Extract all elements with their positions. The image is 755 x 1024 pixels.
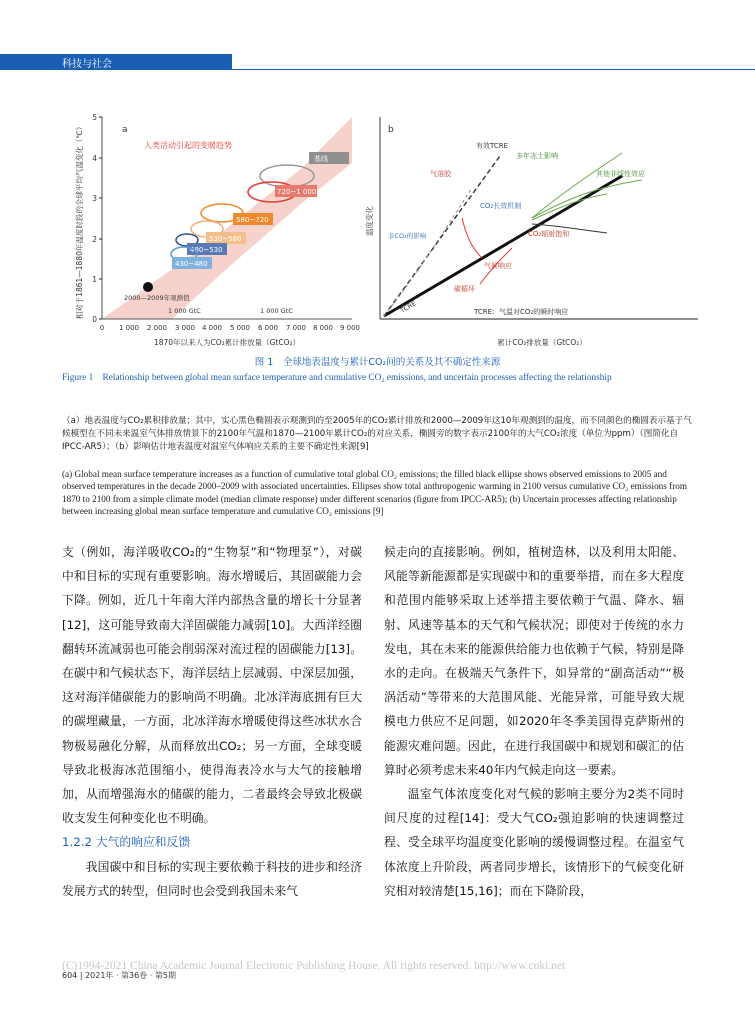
xtick-9: 9 000 (339, 324, 361, 332)
figure-description-cn: （a）地表温度与CO₂累积排放量；其中，实心黑色椭圆表示观测到的至2005年的CO₂累计排放和2000—2009年这10年观测到的温度，而不同颜色的椭圆表示基于气候模型在不同未来温室气体排放情景下的2100年气温和1870—2100年累计CO₂的对应关系，椭圆旁的数字表示2100年的大气CO₂浓度（单位为ppm）（图简化自IPCC-AR5）；（b）影响估计地表温度对温室气体响应关系的主要不确定性来源[9] (62, 416, 692, 452)
ytick-1: 1 (92, 275, 97, 284)
ellipse-observed (143, 282, 153, 292)
right-column (384, 540, 684, 903)
label-baseline: 基线 (314, 155, 328, 163)
gtc-label-1: 1 000 GtC (168, 307, 201, 315)
ytick-4: 4 (92, 154, 97, 163)
watermark: (C)1994-2021 China Academic Journal Electronic Publishing House. All rights reserved. http://www.cnki.net (62, 960, 566, 972)
label-580-720: 580~720 (236, 216, 269, 224)
tcre-line (384, 176, 622, 316)
label-aerosol: 气溶胶 (430, 170, 451, 178)
y-ticks (92, 113, 102, 324)
panel-b-xlabel: 累计CO₂排放量（GtCO₂） (497, 338, 587, 347)
obs-label: 2000—2009年观测值 (124, 294, 190, 302)
label-nonlinear: 其他非线性效应 (596, 170, 645, 178)
panel-b-letter: b (388, 125, 394, 135)
ytick-2: 2 (92, 235, 97, 244)
label-climate-response: 气候响应 (484, 262, 512, 270)
label-tcre: TCRE (399, 299, 418, 315)
panel-b (364, 117, 698, 347)
label-co2-saturation: CO₂辐射饱和 (528, 230, 570, 238)
header-rule (232, 69, 755, 70)
left-paragraph-1: 支（例如，海洋吸收CO₂的“生物泵”和“物理泵”），对碳中和目标的实现有重要影响。海水增暖后，其固碳能力会下降。例如，近几十年南大洋内部热含量的增长十分显著[12]，这可能导致南大洋固碳能力减弱[10]。大西洋经圈翻转环流减弱也可能会削弱深对流过程的固碳能力[13]。在碳中和气候状态下，海洋层结上层减弱、中深层加强，这对海洋储碳能力的影响尚不明确。北冰洋海底拥有巨大的碳埋藏量，一方面，北冰洋海水增暖使得这些冰状水合物极易融化分解，从而释放出CO₂；另一方面，全球变暖导致北极海冰范围缩小，使得海表冷水与大气的接触增加，从而增强海水的储碳的能力，二者最终会导致北极碳收支发生何种变化也不明确。 (62, 545, 362, 826)
label-530-580: 530~580 (209, 235, 242, 243)
panel-a (74, 113, 360, 347)
xtick-2: 2 000 (146, 324, 168, 332)
panel-a-letter: a (122, 125, 128, 135)
footer: 604 | 2021年 · 第36卷 · 第5期 (62, 971, 176, 980)
left-column (62, 540, 362, 903)
gtc-label-2: 1 000 GtC (260, 307, 293, 315)
label-480-530: 480~530 (190, 246, 223, 254)
aerosol-curve (384, 188, 472, 316)
figure-description-en: (a) Global mean surface temperature increases as a function of cumulative total global CO₂ emissions; the filled black ellipse shows observed emissions to 2005 and observed temperatures in the decade 2000–2009 with associated uncertainties. Ellipses show total anthropogenic warming in 2100 versus cumulative CO₂ emissions from 1870 to 2100 from a simple climate model (median climate response) under different scenarios (figure from IPCC-AR5); (b) Uncertain processes affecting relationship between increasing global mean surface temperature and cumulative CO₂ emissions [9] (62, 469, 688, 516)
xtick-4: 4 000 (201, 324, 223, 332)
xtick-5: 5 000 (229, 324, 251, 332)
header-band (0, 54, 232, 70)
header-bar (0, 54, 755, 70)
right-paragraph-1: 候走向的直接影响。例如，植树造林，以及利用太阳能、风能等新能源都是实现碳中和的重要举措，而在多大程度和范围内能够采取上述举措主要依赖于气温、降水、辐射、风速等基本的天气和气候状况；即使对于传统的水力发电，其在未来的能源供给能力也依赖于气候，特别是降水的走向。在极端天气条件下，如异常的“副高活动”“极涡活动”等带来的大范围风能、光能异常，可能导致大规模电力供应不足问题，如2020年冬季美国得克萨斯州的能源灾难问题。因此，在进行我国碳中和规划和碳汇的估算时必须考虑未来40年内气候走向这一要素。 (384, 545, 684, 777)
figure-caption-en: Figure 1 Relationship between global mean surface temperature and cumulative CO₂ emissions, and uncertain processes affecting the relationship (62, 373, 612, 383)
climate-response-arrow (462, 218, 482, 258)
label-430-480: 430~480 (175, 260, 208, 268)
panel-a-xlabel: 1870年以来人为CO₂累计排放量（GtCO₂） (153, 338, 301, 347)
label-permafrost: 多年冻土影响 (516, 152, 558, 160)
label-co2-long: CO₂长效机制 (480, 202, 522, 210)
right-paragraph-2: 温室气体浓度变化对气候的影响主要分为2类不同时间尺度的过程[14]：受大气CO₂强迫影响的快速调整过程、受全球平均温度变化影响的缓慢调整过程。在温室气体浓度上升阶段，两者同步增长，该情形下的气候变化研究相对较清楚[15,16]；而在下降阶段， (384, 787, 684, 898)
journal-issue: 2021年 · 第36卷 · 第5期 (85, 971, 176, 980)
section-heading: 1.2.2 大气的响应和反馈 (62, 835, 191, 850)
left-paragraph-2: 我国碳中和目标的实现主要依赖于科技的进步和经济发展方式的转型，但同时也会受到我国未来气 (62, 859, 362, 898)
figure-1 (62, 108, 702, 352)
label-effective-tcre: 有效TCRE (476, 142, 509, 150)
ytick-3: 3 (92, 194, 97, 203)
x-ticks (100, 324, 360, 332)
panel-a-ylabel: 相对于1861—1880年温度时段的全球平均气温变化（℃） (75, 122, 84, 320)
ytick-0: 0 (92, 315, 97, 324)
xtick-7: 7 000 (285, 324, 307, 332)
xtick-0: 0 (99, 324, 105, 332)
xtick-1: 1 000 (118, 324, 140, 332)
figure-caption-cn: 图 1 全球地表温度与累计CO₂间的关系及其不确定性来源 (254, 357, 501, 368)
xtick-3: 3 000 (174, 324, 196, 332)
xtick-6: 6 000 (257, 324, 279, 332)
xtick-8: 8 000 (312, 324, 334, 332)
label-carbon-cycle: 碳循环 (454, 285, 475, 293)
label-non-co2: 非CO₂的影响 (388, 232, 427, 240)
tcre-note: TCRE：气温对CO₂的瞬时响应 (474, 308, 569, 316)
plume-label: 人类活动引起的变暖趋势 (144, 141, 232, 150)
panel-b-ylabel: 温度变化 (365, 206, 374, 236)
header-section: 科技与社会 (62, 59, 112, 70)
ytick-5: 5 (92, 113, 97, 122)
page-number: 604 (62, 971, 78, 980)
label-720-1000: 720~1 000 (277, 188, 317, 196)
